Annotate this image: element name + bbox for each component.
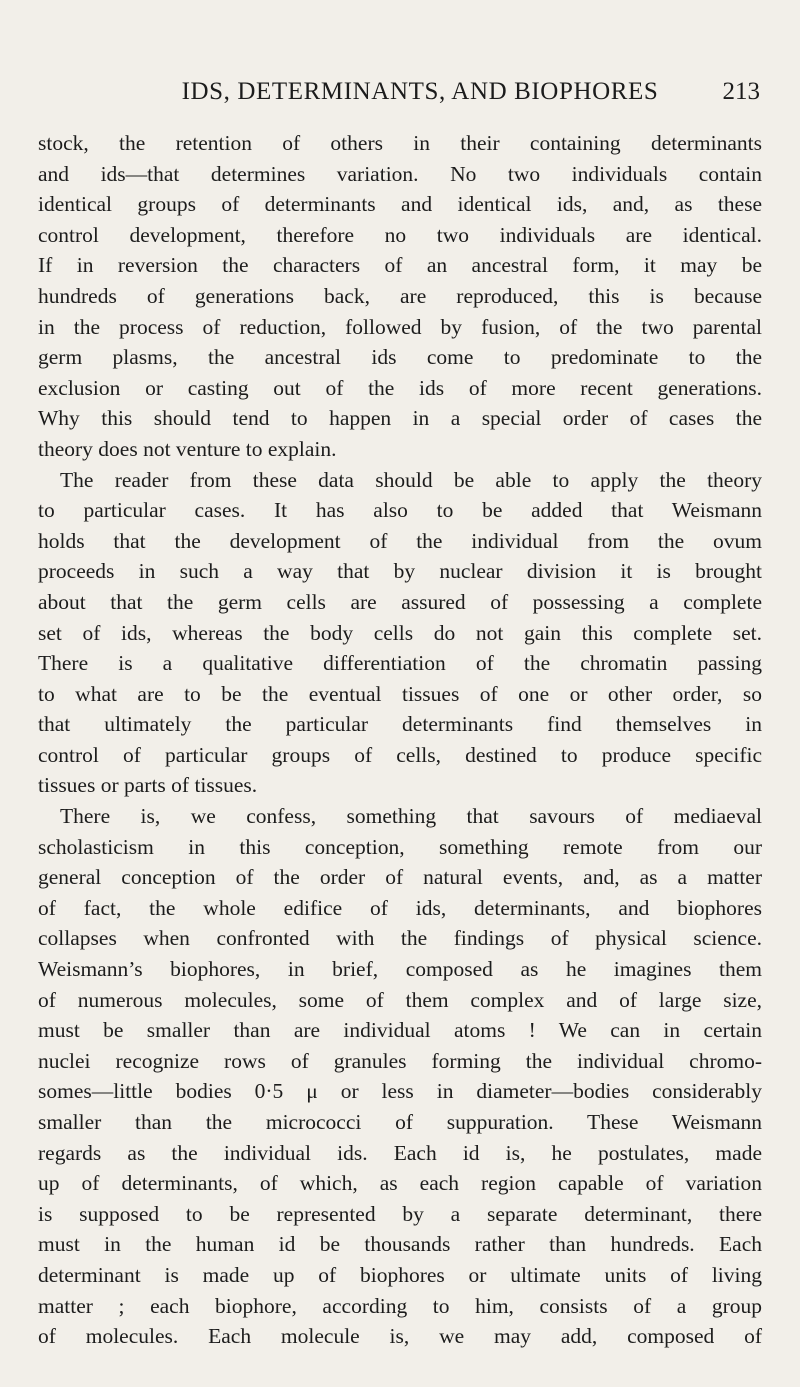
text-line: of fact, the whole edifice of ids, determinants, and biophores <box>38 895 762 920</box>
text-line: The reader from these data should be able to apply the theory <box>60 467 762 492</box>
text-line: control of particular groups of cells, destined to produce specific <box>38 742 762 767</box>
text-line: determinant is made up of biophores or ultimate units of living <box>38 1262 762 1287</box>
text-line: collapses when confronted with the findings of physical science. <box>38 926 762 951</box>
text-line: of molecules. Each molecule is, we may add, composed of <box>38 1324 762 1349</box>
text-line: is supposed to be represented by a separate determinant, there <box>38 1201 762 1226</box>
text-line: matter ; each biophore, according to him, consists of a group <box>38 1293 762 1318</box>
text-line: proceeds in such a way that by nuclear division it is brought <box>38 559 762 584</box>
text-line: If in reversion the characters of an ancestral form, it may be <box>38 253 762 278</box>
text-line: general conception of the order of natural events, and, as a matter <box>38 865 762 890</box>
text-line: must in the human id be thousands rather than hundreds. Each <box>38 1232 762 1257</box>
text-line: germ plasms, the ancestral ids come to predominate to the <box>38 345 762 370</box>
body-text <box>38 128 762 1352</box>
text-line: nuclei recognize rows of granules forming the individual chromo- <box>38 1048 762 1073</box>
text-line: identical groups of determinants and identical ids, and, as these <box>38 192 762 217</box>
text-line: must be smaller than are individual atoms ! We can in certain <box>38 1018 762 1043</box>
text-line: control development, therefore no two individuals are identical. <box>38 222 762 247</box>
page-number: 213 <box>722 78 760 105</box>
text-line: exclusion or casting out of the ids of more recent generations. <box>38 375 762 400</box>
text-line: holds that the development of the individual from the ovum <box>38 528 762 553</box>
text-line: about that the germ cells are assured of possessing a complete <box>38 589 762 614</box>
text-line: hundreds of generations back, are reproduced, this is because <box>38 283 762 308</box>
text-line: scholasticism in this conception, something remote from our <box>38 834 762 859</box>
text-line: There is a qualitative differentiation of the chromatin passing <box>38 651 762 676</box>
text-line: Weismann’s biophores, in brief, composed as he imagines them <box>38 957 762 982</box>
text-line: up of determinants, of which, as each region capable of variation <box>38 1171 762 1196</box>
text-line: smaller than the micrococci of suppuration. These Weismann <box>38 1110 762 1134</box>
text-line: of numerous molecules, some of them complex and of large size, <box>38 987 762 1012</box>
text-line: tissues or parts of tissues. <box>38 773 258 798</box>
text-line: stock, the retention of others in their containing determinants <box>38 131 762 155</box>
text-line: somes—little bodies 0·5 μ or less in diameter—bodies considerably <box>38 1079 762 1104</box>
text-line: to particular cases. It has also to be added that Weismann <box>38 498 762 523</box>
running-title: IDS, DETERMINANTS, AND BIOPHORES <box>181 78 659 105</box>
text-line: Why this should tend to happen in a special order of cases the <box>38 406 762 431</box>
text-line: that ultimately the particular determinants find themselves in <box>38 712 762 737</box>
running-header <box>120 76 760 116</box>
text-line: in the process of reduction, followed by fusion, of the two parental <box>38 314 762 339</box>
text-line: and ids—that determines variation. No two individuals contain <box>38 161 762 186</box>
text-line: set of ids, whereas the body cells do not gain this complete set. <box>38 620 762 645</box>
text-line: regards as the individual ids. Each id is, he postulates, made <box>38 1140 762 1165</box>
text-line: There is, we confess, something that savours of mediaeval <box>60 804 762 829</box>
text-line: to what are to be the eventual tissues of one or other order, so <box>38 681 762 706</box>
text-line: theory does not venture to explain. <box>38 436 337 461</box>
